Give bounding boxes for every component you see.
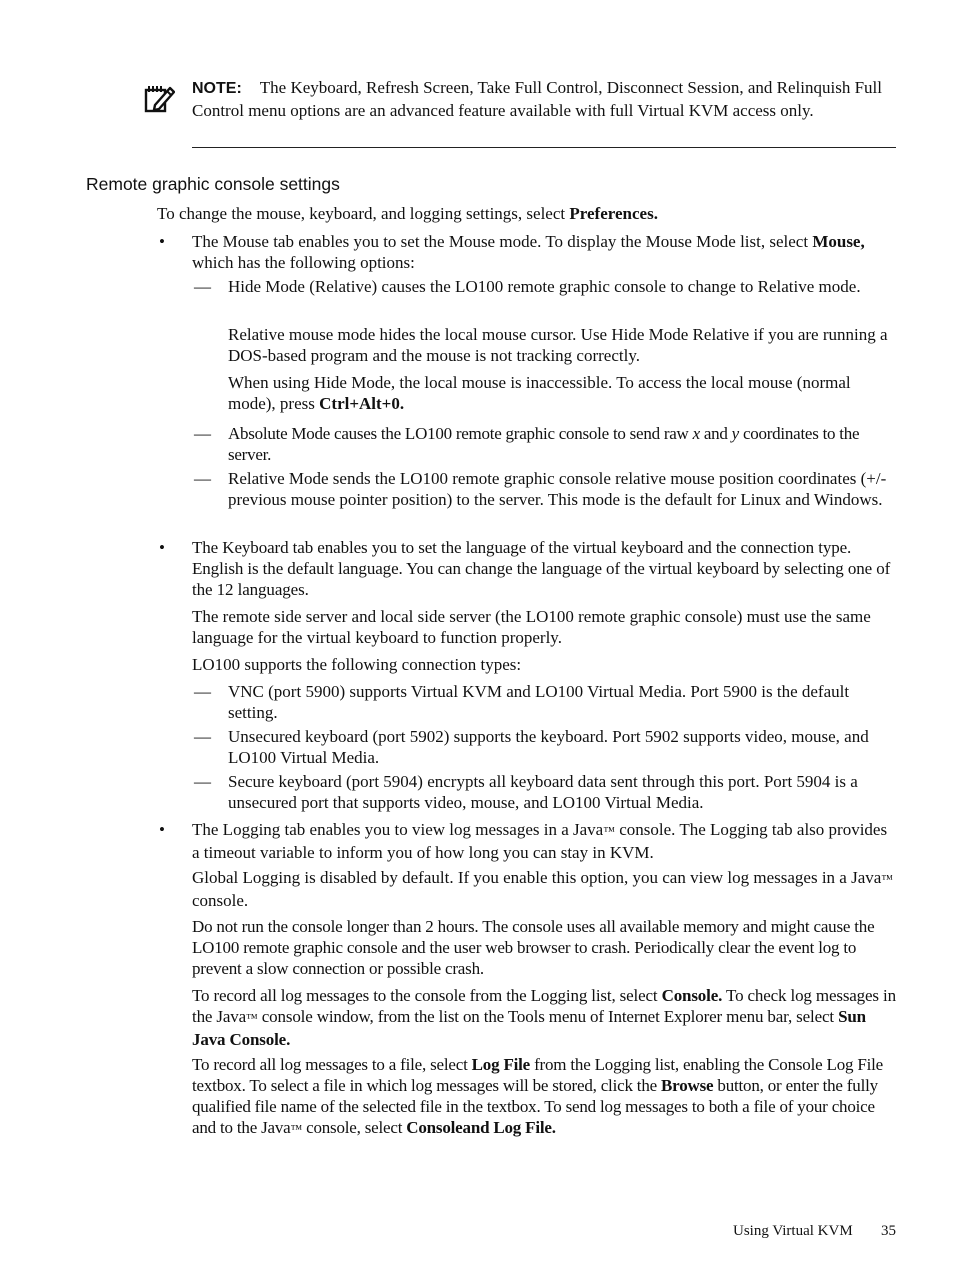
dash-mark: —	[194, 772, 211, 791]
note-pencil-icon	[143, 82, 175, 114]
logging-intro: The Logging tab enables you to view log messages in a Java™ console. The Logging tab also provides a timeout variable to inform you of how long you can stay in KVM.	[192, 820, 888, 862]
hide-mode-item: Hide Mode (Relative) causes the LO100 remote graphic console to change to Relative mode.	[228, 277, 861, 296]
note-label: NOTE:	[192, 80, 242, 97]
dash-mark: —	[194, 682, 211, 701]
vnc-item: VNC (port 5900) supports Virtual KVM and LO100 Virtual Media. Port 5900 is the default setting.	[228, 682, 850, 722]
page-number: 35	[881, 1223, 896, 1239]
relative-mode-item: Relative Mode sends the LO100 remote graphic console relative mouse position coordinates (+/- previous mouse pointer position) to the server. This mode is the default for Linux and Windows.	[228, 469, 887, 509]
footer-title: Using Virtual KVM	[733, 1223, 853, 1239]
hide-mode-para-3: When using Hide Mode, the local mouse is inaccessible. To access the local mouse (normal mode), press Ctrl+Alt+0.	[228, 373, 851, 413]
note-divider	[192, 147, 896, 148]
dash-mark: —	[194, 277, 211, 296]
keyboard-para-2: The remote side server and local side server (the LO100 remote graphic console) must use the same language for the virtual keyboard to function properly.	[192, 607, 871, 647]
absolute-mode-item: Absolute Mode causes the LO100 remote graphic console to send raw x and y coordinates to the server.	[228, 424, 860, 464]
unsecured-item: Unsecured keyboard (port 5902) supports the keyboard. Port 5902 supports video, mouse, and LO100 Virtual Media.	[228, 727, 869, 767]
dash-mark: —	[194, 469, 211, 488]
logging-para-4: To record all log messages to the console from the Logging list, select Console. To check log messages in the Java™ console window, from the list on the Tools menu of Internet Explorer menu bar, select Sun Java Console.	[192, 986, 896, 1049]
note-text	[192, 77, 896, 122]
dash-mark: —	[194, 424, 211, 443]
keyboard-intro: The Keyboard tab enables you to set the language of the virtual keyboard and the connection type. English is the default language. You can change the language of the virtual keyboard by selecting one of the 12 languages.	[192, 538, 891, 599]
dash-mark: —	[194, 727, 211, 746]
section-intro: To change the mouse, keyboard, and logging settings, select Preferences.	[157, 204, 658, 223]
logging-para-3: Do not run the console longer than 2 hours. The console uses all available memory and might cause the LO100 remote graphic console and the user web browser to crash. Periodically clear the event log to prevent a slow connection or possible crash.	[192, 917, 875, 978]
section-heading: Remote graphic console settings	[86, 174, 340, 194]
mouse-intro: The Mouse tab enables you to set the Mouse mode. To display the Mouse Mode list, select Mouse, which has the following options:	[192, 232, 865, 272]
keyboard-para-3: LO100 supports the following connection types:	[192, 655, 522, 674]
note-body: The Keyboard, Refresh Screen, Take Full Control, Disconnect Session, and Relinquish Full Control menu options are an advanced feature available with full Virtual KVM access only.	[192, 78, 882, 120]
bullet-mark: •	[159, 232, 165, 251]
secure-item: Secure keyboard (port 5904) encrypts all keyboard data sent through this port. Port 5904 is a unsecured port that supports video, mouse, and LO100 Virtual Media.	[228, 772, 858, 812]
logging-para-2: Global Logging is disabled by default. If you enable this option, you can view log messages in a Java™ console.	[192, 868, 894, 910]
logging-para-5: To record all log messages to a file, select Log File from the Logging list, enabling the Console Log File textbox. To select a file in which log messages will be stored, click the Browse button, or enter the fully qualified file name of the selected file in the textbox. To send log messages to both a file of your choice and to the Java™ console, select Consoleand Log File.	[192, 1055, 883, 1137]
hide-mode-para-2: Relative mouse mode hides the local mouse cursor. Use Hide Mode Relative if you are running a DOS-based program and the mouse is not tracking correctly.	[228, 325, 888, 365]
bullet-mark: •	[159, 820, 165, 839]
bullet-mark: •	[159, 538, 165, 557]
